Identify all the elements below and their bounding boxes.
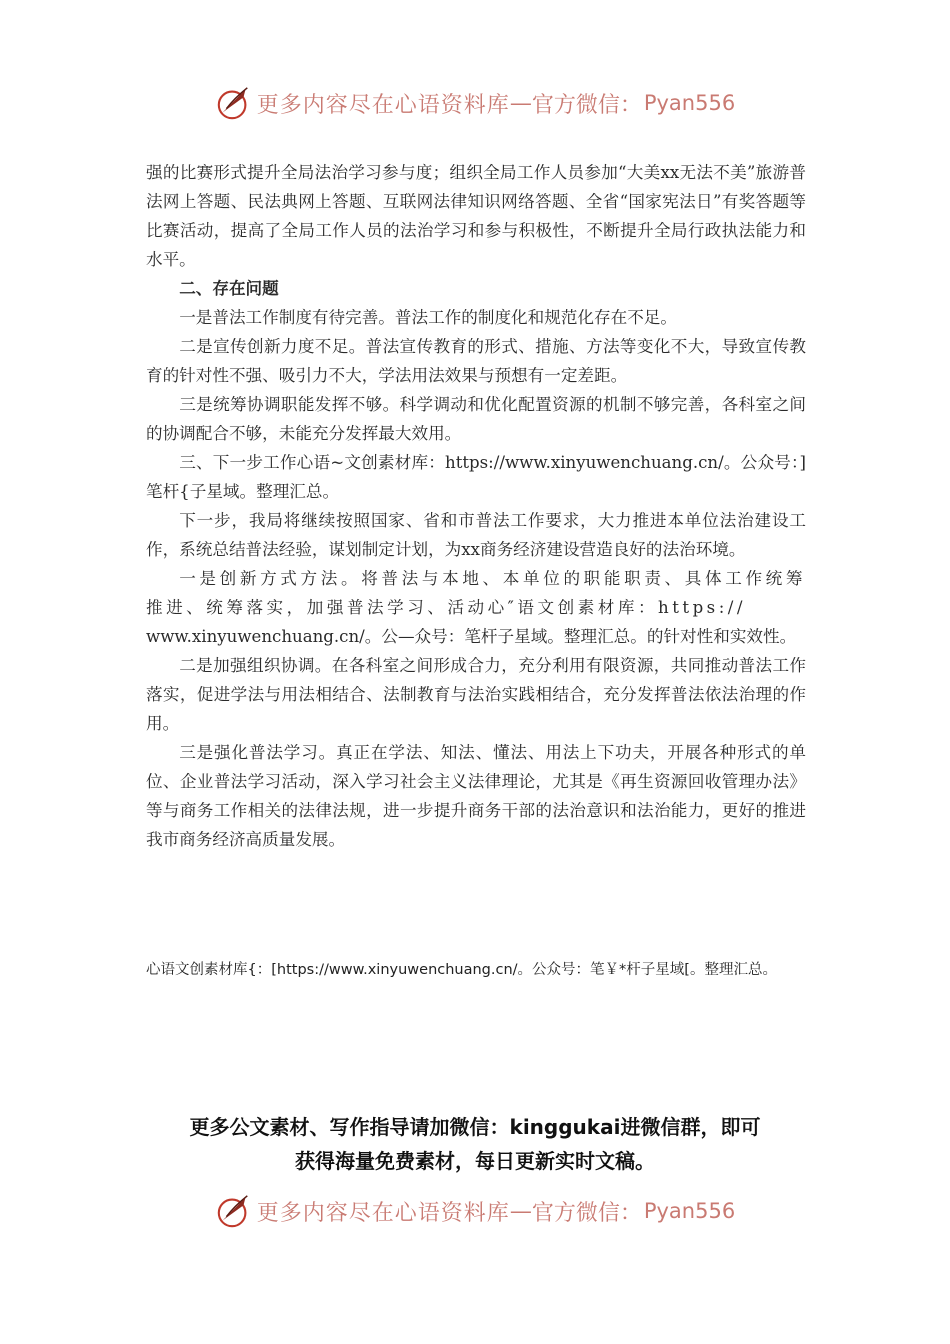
paragraph-2: 一是普法工作制度有待完善。普法工作的制度化和规范化存在不足。: [179, 308, 677, 327]
document-body: [146, 158, 806, 854]
banner-wechat-id: Pyan556: [643, 91, 736, 115]
banner-separator: —: [509, 1198, 532, 1224]
quill-circle-logo-icon: [215, 84, 253, 122]
paragraph-9: 三是强化普法学习。真正在学法、知法、懂法、用法上下功夫，开展各种形式的单位、企业普法学习活动，深入学习社会主义法律理论，尤其是《再生资源回收管理办法》等与商务工作相关的法律法规，进一步提升商务干部的法治意识和法治能力，更好的推进我市商务经济高质量发展。: [146, 743, 806, 849]
footer-banner: [0, 1192, 950, 1230]
paragraph-8: 二是加强组织协调。在各科室之间形成合力，充分利用有限资源，共同推动普法工作落实，促进学法与用法相结合、法制教育与法治实践相结合，充分发挥普法依法治理的作用。: [146, 656, 806, 733]
quill-circle-logo-icon: [215, 1192, 253, 1230]
source-footnote: 心语文创素材库{：[https://www.xinyuwenchuang.cn/。公众号：笔￥*杆子星域[。整理汇总。: [146, 962, 777, 978]
banner-wechat-label: 官方微信：: [531, 92, 642, 118]
banner-title: 更多内容尽在心语资料库: [256, 1200, 510, 1226]
promo-line-1: 更多公文素材、写作指导请加微信：kinggukai进微信群，即可: [189, 1115, 761, 1139]
banner-title: 更多内容尽在心语资料库: [256, 92, 510, 118]
promo-block: [0, 1110, 950, 1178]
promo-line-2: 获得海量免费素材，每日更新实时文稿。: [295, 1149, 655, 1173]
paragraph-7a: 一是创新方式方法。将普法与本地、本单位的职能职责、具体工作统筹推进、统筹落实，加强普法学习、活动心″语文创素材库：https://: [146, 569, 806, 617]
paragraph-1: 强的比赛形式提升全局法治学习参与度；组织全局工作人员参加“大美xx无法不美”旅游普法网上答题、民法典网上答题、互联网法律知识网络答题、全省“国家宪法日”有奖答题等比赛活动，提高了全局工作人员的法治学习和参与积极性，不断提升全局行政执法能力和水平。: [146, 163, 806, 269]
section-heading-problems: 二、存在问题: [179, 279, 279, 298]
paragraph-7b: www.xinyuwenchuang.cn/。公—众号：笔杆子星域。整理汇总。的针对性和实效性。: [146, 627, 797, 646]
banner-separator: —: [509, 90, 532, 116]
banner-wechat-label: 官方微信：: [531, 1200, 642, 1226]
banner-wechat-id: Pyan556: [643, 1199, 736, 1223]
header-banner: [0, 84, 950, 122]
paragraph-6: 下一步，我局将继续按照国家、省和市普法工作要求，大力推进本单位法治建设工作，系统总结普法经验，谋划制定计划，为xx商务经济建设营造良好的法治环境。: [146, 511, 806, 559]
paragraph-3: 二是宣传创新力度不足。普法宣传教育的形式、措施、方法等变化不大，导致宣传教育的针对性不强、吸引力不大，学法用法效果与预想有一定差距。: [146, 337, 806, 385]
section-heading-next-steps: 三、下一步工作心语~文创素材库：https://www.xinyuwenchuang.cn/。公众号：]笔杆{子星域。整理汇总。: [146, 453, 806, 501]
paragraph-4: 三是统筹协调职能发挥不够。科学调动和优化配置资源的机制不够完善，各科室之间的协调配合不够，未能充分发挥最大效用。: [146, 395, 806, 443]
